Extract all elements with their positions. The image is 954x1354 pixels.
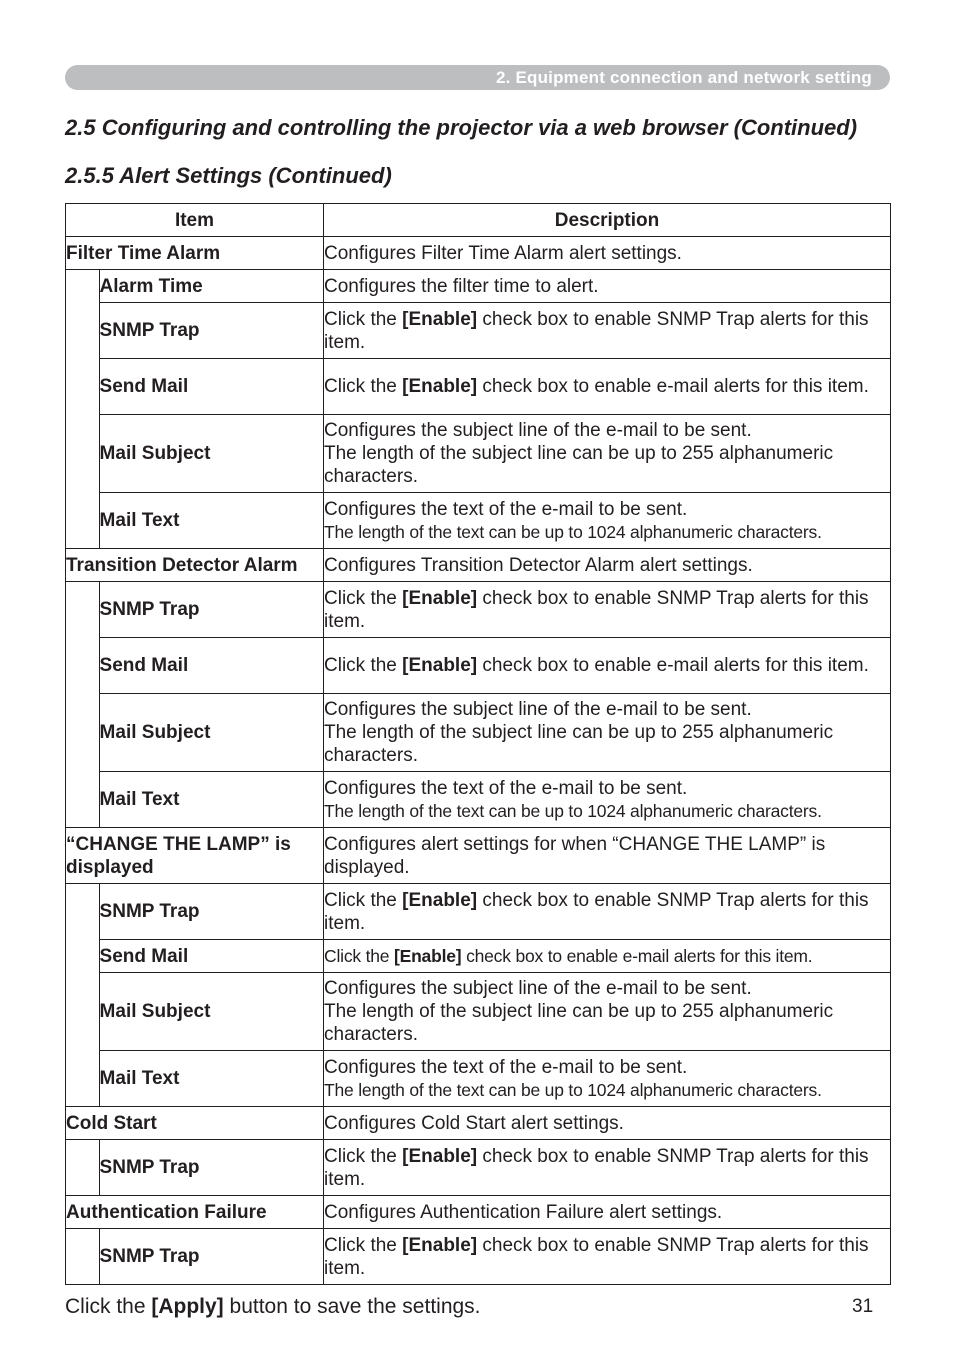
setting-description: Configures the subject line of the e-mail to be sent. The length of the subject line can be up to 255 alphanumeric characters. (324, 415, 891, 493)
chapter-title: 2. Equipment connection and network setting (495, 68, 872, 87)
table-row (66, 493, 891, 549)
group-description: Configures Transition Detector Alarm alert settings. (324, 549, 891, 582)
group-description: Configures Cold Start alert settings. (324, 1107, 891, 1140)
indent-spacer (66, 582, 100, 828)
table-row (66, 303, 891, 359)
setting-description: Click the [Enable] check box to enable SNMP Trap alerts for this item. (324, 1140, 891, 1196)
table-row (66, 973, 891, 1051)
setting-name: Mail Subject (99, 973, 323, 1051)
alert-settings-table (65, 203, 891, 1285)
setting-name: Mail Text (99, 1051, 323, 1107)
setting-description: Click the [Enable] check box to enable SNMP Trap alerts for this item. (324, 1229, 891, 1285)
table-row (66, 772, 891, 828)
table-row (66, 1229, 891, 1285)
indent-spacer (66, 270, 100, 549)
setting-description: Configures the text of the e-mail to be sent. The length of the text can be up to 1024 alphanumeric characters. (324, 493, 891, 549)
setting-name: SNMP Trap (99, 1140, 323, 1196)
table-row (66, 694, 891, 772)
setting-description: Configures the filter time to alert. (324, 270, 891, 303)
table-row (66, 828, 891, 884)
setting-name: Alarm Time (99, 270, 323, 303)
table-row (66, 884, 891, 940)
group-name: “CHANGE THE LAMP” is displayed (66, 828, 324, 884)
setting-name: Send Mail (99, 638, 323, 694)
indent-spacer (66, 1229, 100, 1285)
setting-name: SNMP Trap (99, 1229, 323, 1285)
setting-name: Send Mail (99, 359, 323, 415)
setting-name: Mail Text (99, 493, 323, 549)
description-column-header: Description (324, 204, 891, 237)
table-row (66, 1196, 891, 1229)
setting-description: Click the [Enable] check box to enable SNMP Trap alerts for this item. (324, 582, 891, 638)
table-row (66, 359, 891, 415)
setting-description: Click the [Enable] check box to enable SNMP Trap alerts for this item. (324, 303, 891, 359)
table-row (66, 582, 891, 638)
chapter-header-bar (65, 65, 890, 90)
item-column-header: Item (66, 204, 324, 237)
group-description: Configures alert settings for when “CHANGE THE LAMP” is displayed. (324, 828, 891, 884)
setting-name: Mail Subject (99, 694, 323, 772)
table-row (66, 1051, 891, 1107)
setting-description: Click the [Enable] check box to enable e-mail alerts for this item. (324, 940, 891, 973)
setting-description: Click the [Enable] check box to enable e-mail alerts for this item. (324, 359, 891, 415)
setting-name: SNMP Trap (99, 582, 323, 638)
page-number: 31 (852, 1296, 874, 1317)
table-row (66, 1107, 891, 1140)
group-description: Configures Authentication Failure alert settings. (324, 1196, 891, 1229)
table-row (66, 1140, 891, 1196)
table-header-row (66, 204, 891, 237)
setting-name: SNMP Trap (99, 303, 323, 359)
group-name: Transition Detector Alarm (66, 549, 324, 582)
apply-instruction: Click the [Apply] button to save the settings. (65, 1295, 481, 1318)
table-row (66, 549, 891, 582)
table-row (66, 415, 891, 493)
group-description: Configures Filter Time Alarm alert settings. (324, 237, 891, 270)
group-name: Authentication Failure (66, 1196, 324, 1229)
setting-name: Mail Subject (99, 415, 323, 493)
table-row (66, 270, 891, 303)
setting-name: Mail Text (99, 772, 323, 828)
setting-description: Configures the text of the e-mail to be sent. The length of the text can be up to 1024 alphanumeric characters. (324, 1051, 891, 1107)
indent-spacer (66, 1140, 100, 1196)
setting-description: Configures the subject line of the e-mail to be sent. The length of the subject line can be up to 255 alphanumeric characters. (324, 694, 891, 772)
setting-description: Click the [Enable] check box to enable e-mail alerts for this item. (324, 638, 891, 694)
section-title: 2.5 Configuring and controlling the projector via a web browser (Continued) (65, 115, 858, 140)
table-row (66, 940, 891, 973)
setting-description: Configures the subject line of the e-mail to be sent. The length of the subject line can be up to 255 alphanumeric characters. (324, 973, 891, 1051)
table-row (66, 237, 891, 270)
setting-description: Configures the text of the e-mail to be sent. The length of the text can be up to 1024 alphanumeric characters. (324, 772, 891, 828)
setting-name: SNMP Trap (99, 884, 323, 940)
setting-description: Click the [Enable] check box to enable SNMP Trap alerts for this item. (324, 884, 891, 940)
setting-name: Send Mail (99, 940, 323, 973)
subsection-title: 2.5.5 Alert Settings (Continued) (65, 163, 392, 188)
indent-spacer (66, 884, 100, 1107)
group-name: Cold Start (66, 1107, 324, 1140)
table-row (66, 638, 891, 694)
group-name: Filter Time Alarm (66, 237, 324, 270)
